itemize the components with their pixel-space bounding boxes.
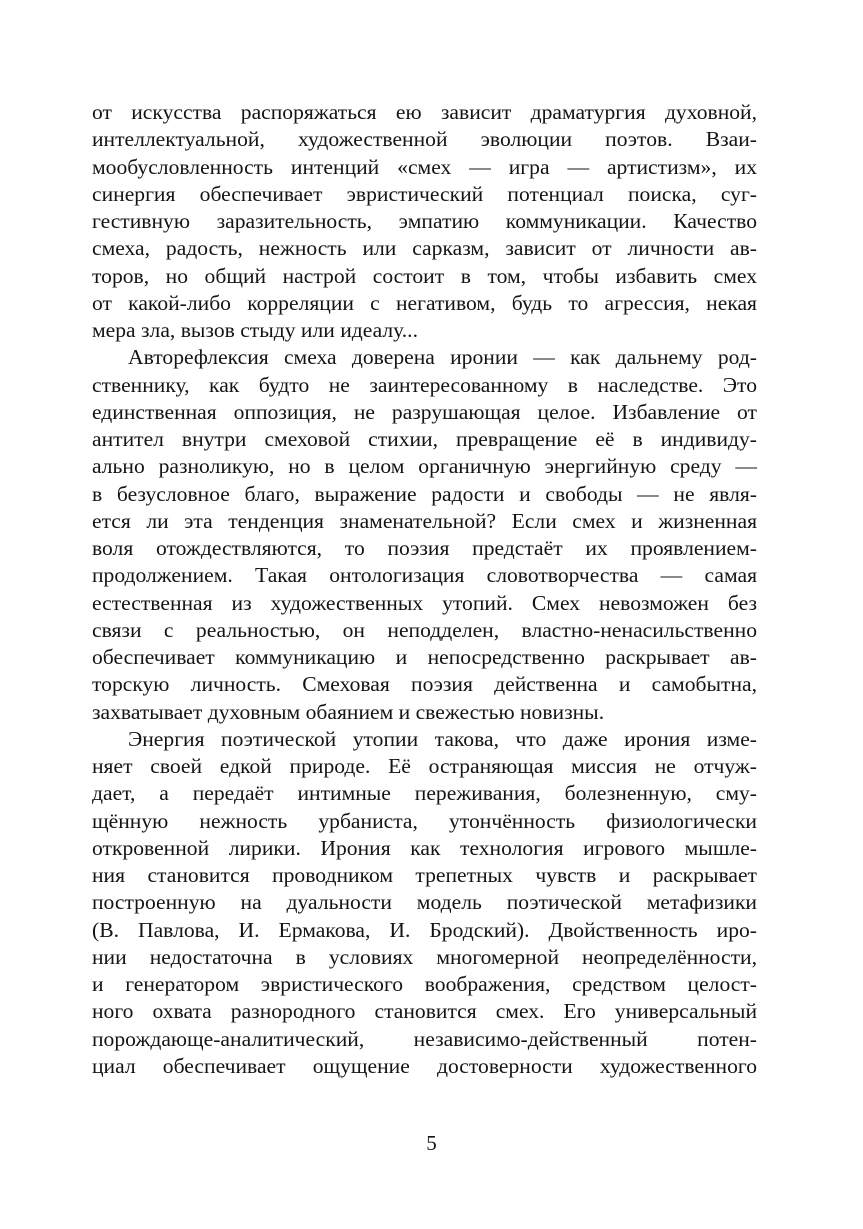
text-line: в безусловное благо, выражение радости и свободы — не явля- [92, 481, 757, 506]
text-line: интеллектуальной, художественной эволюции поэтов. Взаи- [92, 127, 757, 152]
text-line: циал обеспечивает ощущение достоверности художественного [92, 1053, 757, 1078]
text-line: от какой-либо корреляции с негативом, будь то агрессия, некая [92, 290, 757, 315]
text-line: ально разноликую, но в целом органичную энергийную среду — [92, 454, 757, 479]
text-line: торов, но общий настрой состоит в том, чтобы избавить смех [92, 263, 757, 288]
paragraph-2 [92, 344, 757, 726]
text-line: щённую нежность урбаниста, утончённость физиологически [92, 808, 757, 833]
text-line: порождающе-аналитический, независимо-действенный потен- [92, 1026, 757, 1051]
text-line: связи с реальностью, он неподделен, властно-ненасильственно [92, 617, 757, 642]
text-line: обеспечивает коммуникацию и непосредственно раскрывает ав- [92, 645, 757, 669]
text-line: откровенной лирики. Ирония как технология игрового мышле- [92, 835, 757, 860]
paragraph-3 [92, 726, 757, 1080]
text-line: единственная оппозиция, не разрушающая целое. Избавление от [92, 399, 757, 424]
text-line: нии недостаточна в условиях многомерной неопределённости, [92, 944, 757, 969]
text-line: мообусловленность интенций «смех — игра — артистизм», их [92, 154, 757, 179]
text-line: гестивную заразительность, эмпатию коммуникации. Качество [92, 209, 757, 233]
text-line: торскую личность. Смеховая поэзия действенна и самобытна, [92, 672, 757, 697]
text-line: естественная из художественных утопий. Смех невозможен без [92, 590, 757, 615]
paragraph-1 [92, 99, 757, 344]
text-line: от искусства распоряжаться ею зависит драматургия духовной, [92, 100, 757, 124]
text-line: няет своей едкой природе. Её остраняющая миссия не отчуж- [92, 754, 757, 778]
text-line: воля отождествляются, то поэзия предстаёт их проявлением- [92, 536, 757, 560]
text-line: дает, а передаёт интимные переживания, болезненную, сму- [92, 781, 757, 806]
text-line: смеха, радость, нежность или сарказм, зависит от личности ав- [92, 236, 757, 261]
text-line: ния становится проводником трепетных чувств и раскрывает [92, 863, 757, 887]
text-line: построенную на дуальности модель поэтической метафизики [92, 890, 757, 915]
text-line: ется ли эта тенденция знаменательной? Если смех и жизненная [92, 508, 757, 533]
text-line: захватывает духовным обаянием и свежестью новизны. [92, 699, 605, 724]
text-line: и генератором эвристического воображения, средством целост- [92, 972, 757, 996]
page-body [92, 99, 757, 1080]
text-line: синергия обеспечивает эвристический потенциал поиска, суг- [92, 181, 757, 206]
text-line: продолжением. Такая онтологизация словотворчества — самая [92, 563, 757, 588]
text-line: ственнику, как будто не заинтересованному в наследстве. Это [92, 372, 757, 397]
page-number: 5 [426, 1131, 437, 1155]
text-line: Авторефлексия смеха доверена иронии — как дальнему род- [128, 345, 757, 370]
text-line: ного охвата разнородного становится смех. Его универсальный [92, 999, 757, 1024]
text-line: Энергия поэтической утопии такова, что даже ирония изме- [128, 726, 757, 751]
text-line: (В. Павлова, И. Ермакова, И. Бродский). Двойственность иро- [92, 917, 757, 942]
text-line: мера зла, вызов стыду или идеалу... [92, 318, 418, 342]
text-line: антител внутри смеховой стихии, превращение её в индивиду- [92, 427, 757, 451]
